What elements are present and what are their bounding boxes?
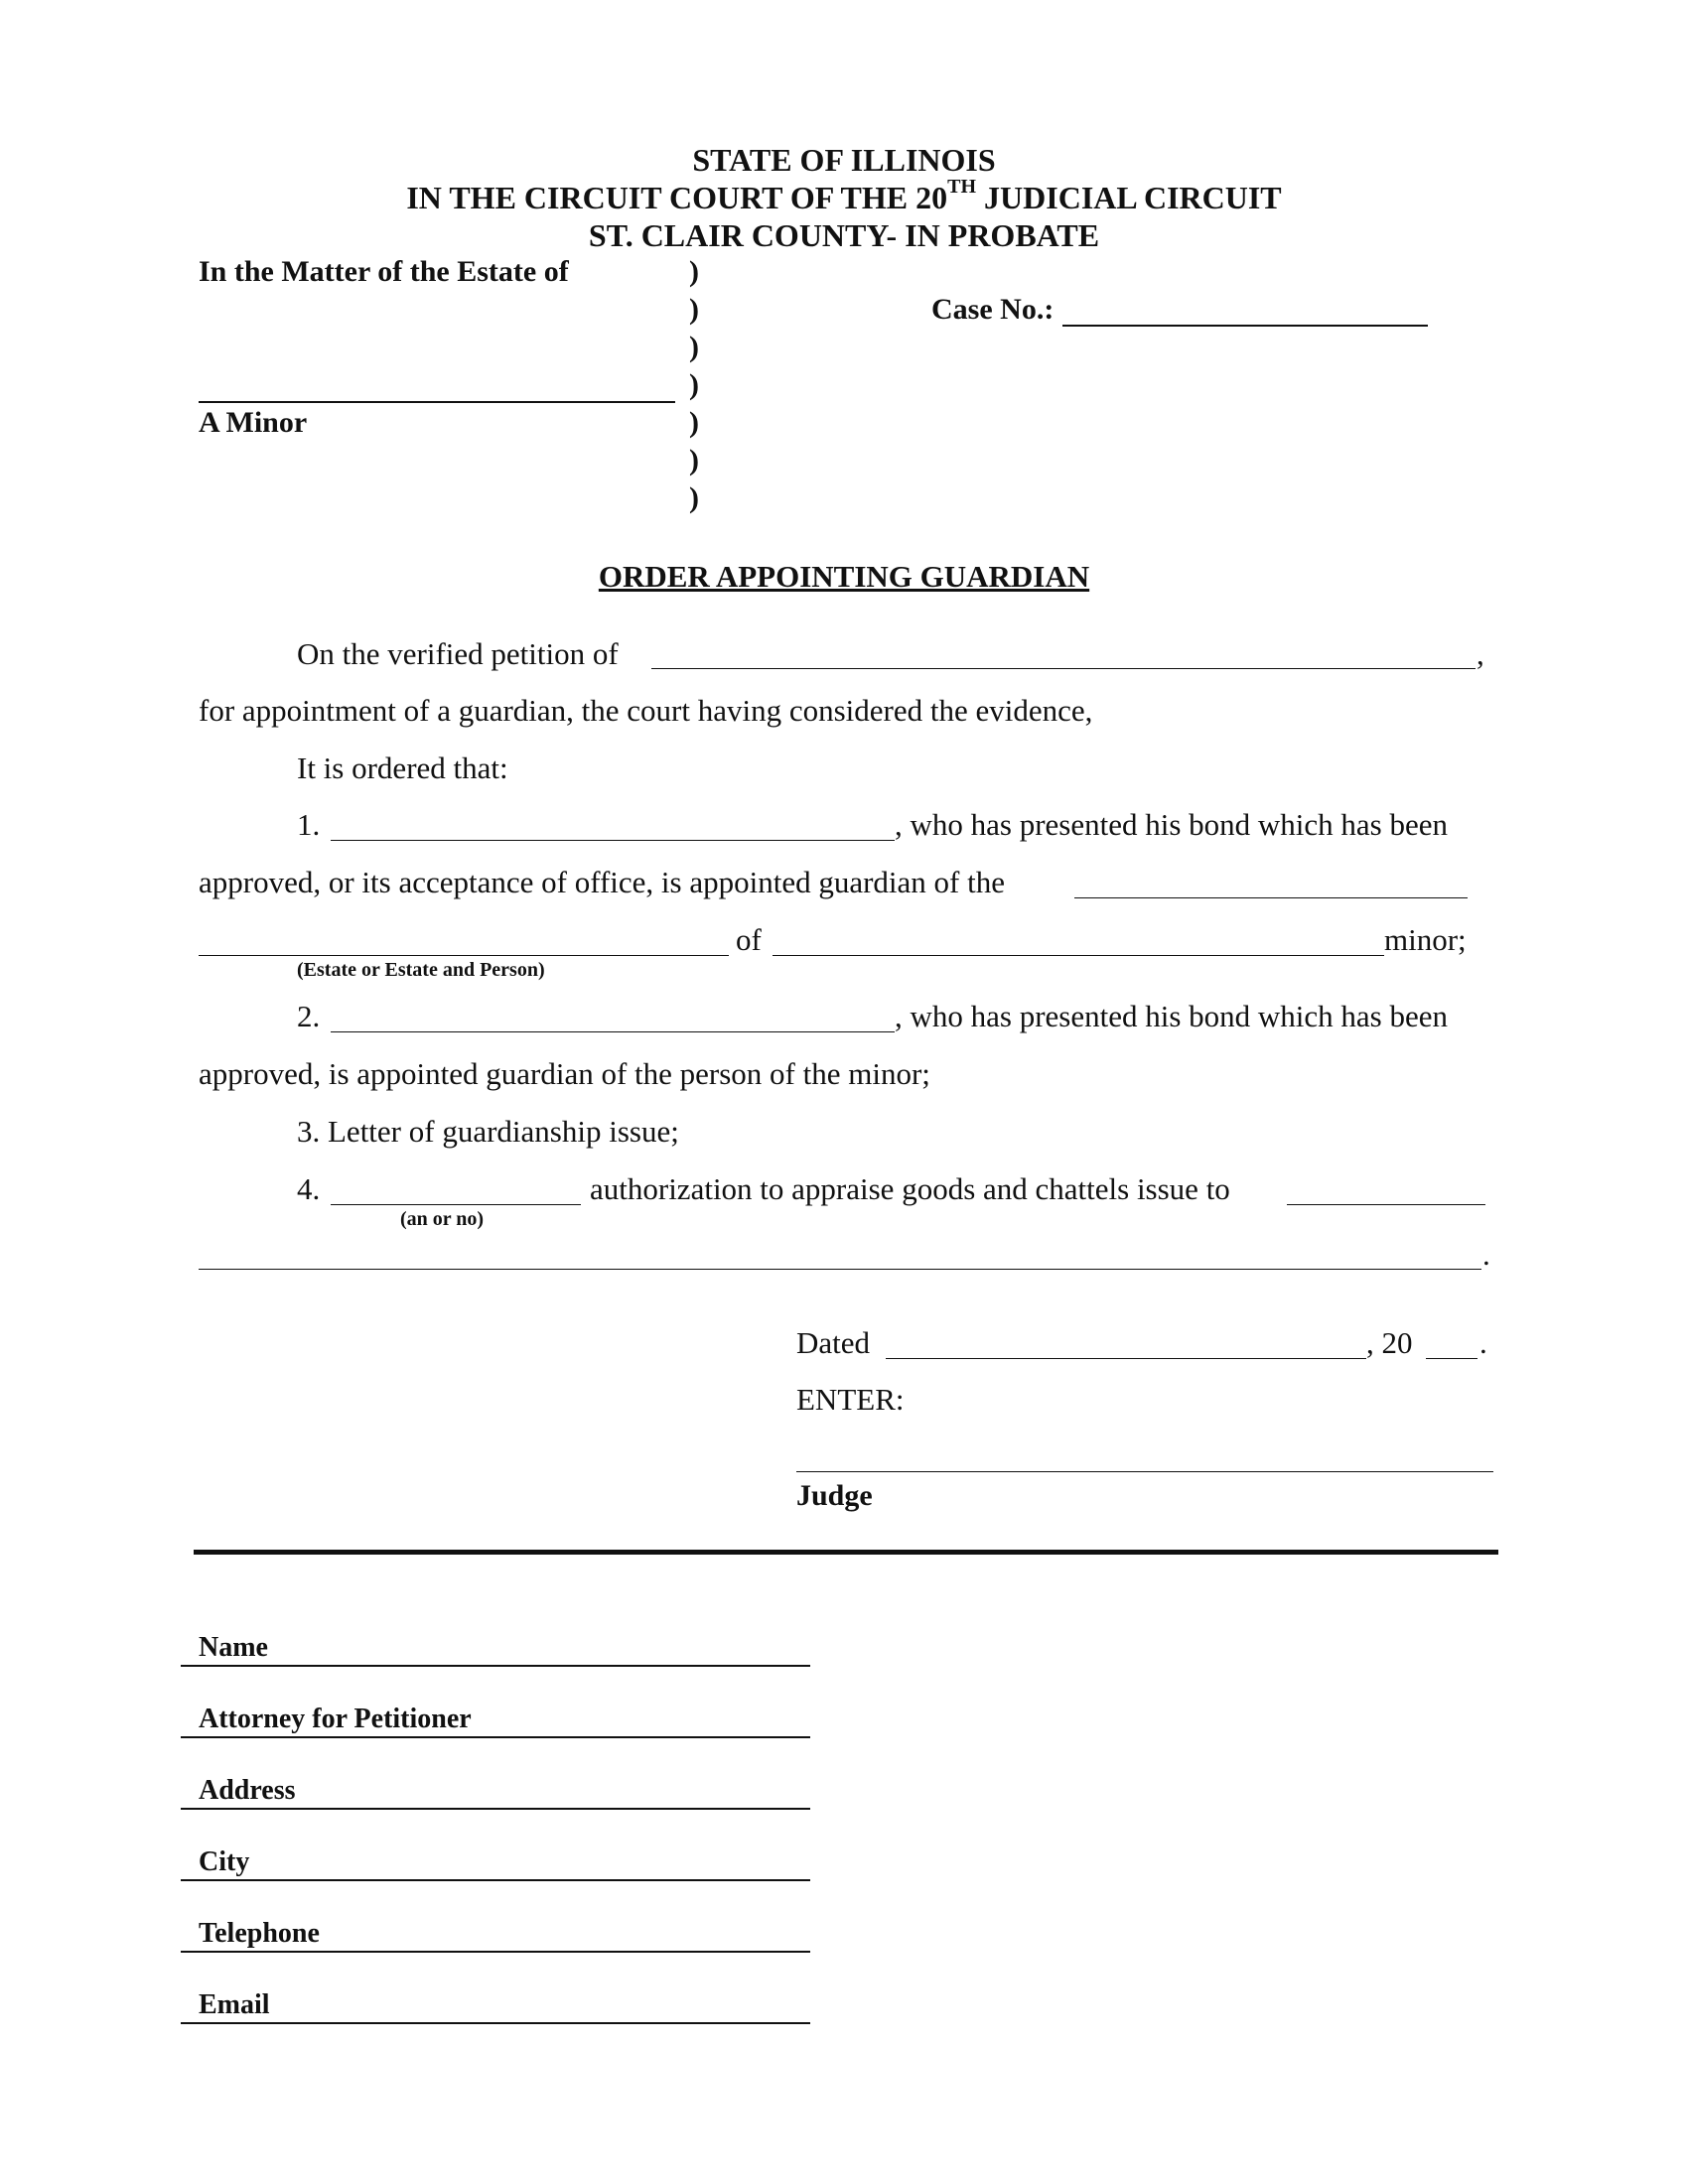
item2-continuation: approved, is appointed guardian of the person of the minor; bbox=[199, 1056, 930, 1091]
email-line[interactable] bbox=[181, 2022, 810, 2024]
estate-hint: (Estate or Estate and Person) bbox=[297, 959, 545, 981]
court-circuit: IN THE CIRCUIT COURT OF THE 20TH JUDICIAL CIRCUIT bbox=[406, 176, 1282, 215]
item1-continuation: approved, or its acceptance of office, is appointed guardian of the bbox=[199, 865, 1005, 899]
item2-guardian-line[interactable] bbox=[331, 1031, 895, 1032]
an-or-no-hint: (an or no) bbox=[400, 1208, 485, 1230]
item4-text: authorization to appraise goods and chattels issue to bbox=[590, 1171, 1230, 1206]
order-title: ORDER APPOINTING GUARDIAN bbox=[598, 559, 1090, 594]
year-prefix: , 20 bbox=[1366, 1325, 1413, 1360]
caption-paren: ) bbox=[689, 255, 699, 288]
appraiser-line[interactable] bbox=[1287, 1204, 1485, 1205]
minor-name-line[interactable] bbox=[199, 401, 675, 403]
attorney-name-line[interactable] bbox=[181, 1665, 810, 1667]
caption-paren: ) bbox=[689, 481, 699, 514]
telephone-label: Telephone bbox=[199, 1918, 320, 1949]
appraiser-line-2[interactable] bbox=[199, 1269, 1481, 1270]
address-line[interactable] bbox=[181, 1808, 810, 1810]
caption-paren: ) bbox=[689, 368, 699, 401]
petitioner-line[interactable] bbox=[651, 668, 1476, 669]
court-county: ST. CLAIR COUNTY- IN PROBATE bbox=[588, 217, 1100, 253]
petition-comma: , bbox=[1477, 636, 1484, 671]
petition-continuation: for appointment of a guardian, the court having considered the evidence, bbox=[199, 693, 1093, 728]
judge-signature-line[interactable] bbox=[796, 1471, 1493, 1472]
matter-label: In the Matter of the Estate of bbox=[199, 255, 569, 288]
section-divider bbox=[194, 1550, 1498, 1555]
estate-type-line[interactable] bbox=[199, 955, 729, 956]
ordered-text: It is ordered that: bbox=[297, 751, 508, 785]
item3-text: 3. Letter of guardianship issue; bbox=[297, 1114, 679, 1149]
item4-period: . bbox=[1482, 1237, 1490, 1272]
attorney-name-label: Name bbox=[199, 1632, 268, 1663]
minor-name-blank[interactable] bbox=[773, 955, 1384, 956]
item2-number: 2. bbox=[297, 999, 321, 1033]
email-label: Email bbox=[199, 1989, 270, 2020]
case-number-line[interactable] bbox=[1062, 325, 1428, 327]
caption-paren: ) bbox=[689, 331, 699, 363]
city-label: City bbox=[199, 1846, 250, 1877]
item1-suffix: , who has presented his bond which has been bbox=[895, 807, 1449, 842]
attorney-for-line[interactable] bbox=[181, 1736, 810, 1738]
enter-label: ENTER: bbox=[796, 1382, 905, 1417]
city-line[interactable] bbox=[181, 1879, 810, 1881]
telephone-line[interactable] bbox=[181, 1951, 810, 1953]
year-line[interactable] bbox=[1426, 1358, 1477, 1359]
dated-label: Dated bbox=[796, 1325, 871, 1360]
item4-number: 4. bbox=[297, 1171, 321, 1206]
judge-label: Judge bbox=[796, 1479, 873, 1512]
caption-paren: ) bbox=[689, 293, 699, 326]
court-state: STATE OF ILLINOIS bbox=[692, 142, 996, 178]
item2-suffix: , who has presented his bond which has been bbox=[895, 999, 1449, 1033]
an-or-no-line[interactable] bbox=[331, 1204, 581, 1205]
item1-number: 1. bbox=[297, 807, 321, 842]
minor-end: minor; bbox=[1384, 922, 1467, 957]
caption-paren: ) bbox=[689, 444, 699, 477]
address-label: Address bbox=[199, 1775, 296, 1806]
petition-prefix: On the verified petition of bbox=[297, 636, 619, 671]
item1-type-line[interactable] bbox=[1074, 897, 1468, 898]
attorney-for-label: Attorney for Petitioner bbox=[199, 1704, 472, 1734]
caption-paren: ) bbox=[689, 406, 699, 439]
dated-period: . bbox=[1479, 1325, 1487, 1360]
item1-guardian-line[interactable] bbox=[331, 840, 895, 841]
date-line[interactable] bbox=[886, 1358, 1366, 1359]
case-number-label: Case No.: bbox=[931, 293, 1055, 326]
of-text: of bbox=[736, 922, 762, 957]
minor-label: A Minor bbox=[199, 406, 308, 439]
